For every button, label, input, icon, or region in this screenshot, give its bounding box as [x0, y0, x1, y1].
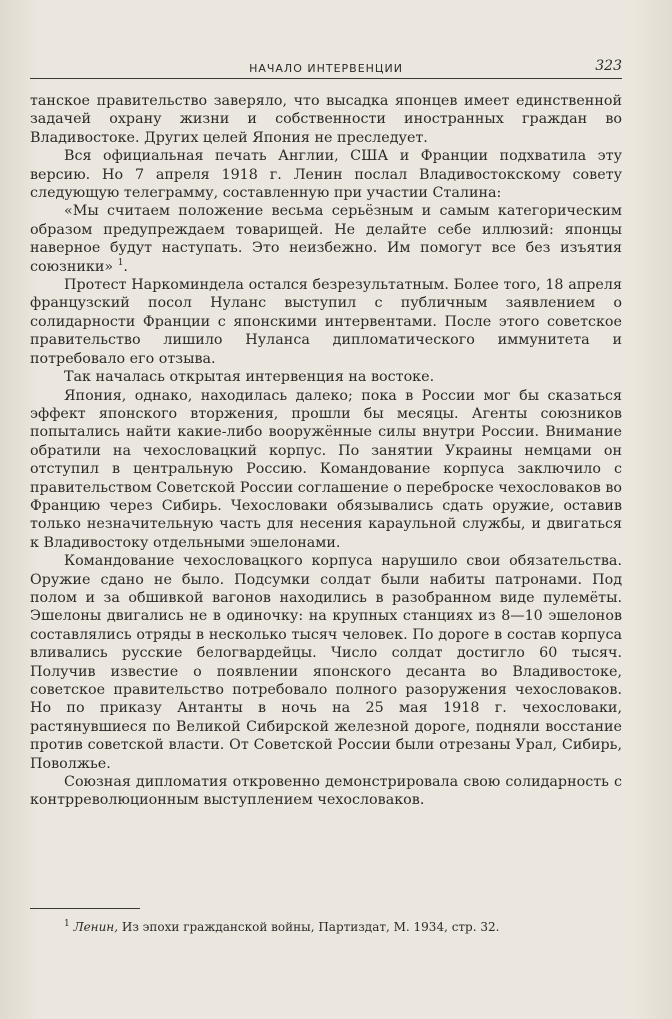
running-head: [30, 58, 622, 80]
paragraph: Союзная дипломатия откровенно демонстрировала свою солидарность с контрреволюционным выступлением чехословаков.: [30, 774, 622, 809]
footnote-source: Из эпохи гражданской войны, Партиздат, М. 1934, стр. 32.: [121, 920, 500, 934]
paragraph: Япония, однако, находилась далеко; пока в России мог бы сказаться эффект японского вторжения, прошли бы месяцы. Агенты союзников попытались найти какие-либо вооружённые силы внутри России. Внимание обратили на чехословацкий корпус. По занятии Украины немцами он отступил в центральную Россию. Командование корпуса заключило с правительством Советской России соглашение о переброске чехословаков во Францию через Сибирь. Чехословаки обязывались сдать оружие, оставив только незначительную часть для несения караульной службы, и двигаться к Владивостоку отдельными эшелонами.: [30, 387, 622, 551]
footnote-author: Ленин,: [73, 920, 119, 934]
page-number: 323: [595, 58, 622, 74]
quote-text: «Мы считаем положение весьма серьёзным и самым категорическим образом предупреждаем товарищей. Не делайте себе иллюзий: японцы наверное будут наступать. Это неизбежно. Им помогут все без изъятия союзники»: [30, 203, 622, 275]
footnote-mark: 1: [64, 919, 70, 929]
paragraph: Протест Наркоминдела остался безрезультатным. Более того, 18 апреля французский посол Нуланс выступил с публичным заявлением о солидарности Франции с японскими интервентами. После этого советское правительство лишило Нуланса дипломатического иммунитета и потребовало его отзыва.: [30, 277, 622, 367]
paragraph-quote: «Мы считаем положение весьма серьёзным и самым категорическим образом предупреждаем товарищей. Не делайте себе иллюзий: японцы наверное будут наступать. Это неизбежно. Им помогут все без изъятия союзники» $^1$.: [30, 203, 622, 275]
header-rule: [30, 78, 622, 79]
footnote: [64, 920, 624, 935]
paragraph: Так началась открытая интервенция на востоке.: [64, 369, 435, 386]
running-title: НАЧАЛО ИНТЕРВЕНЦИИ: [249, 62, 403, 75]
footnote-reference: 1: [117, 257, 124, 268]
paragraph: танское правительство заверяло, что высадка японцев имеет единственной задачей охрану жизни и собственности иностранных граждан во Владивостоке. Других целей Япония не преследует.: [30, 93, 622, 146]
paragraph: Вся официальная печать Англии, США и Франции подхватила эту версию. Но 7 апреля 1918 г. Ленин послал Владивостокскому совету следующую телеграмму, составленную при участии Сталина:: [30, 148, 622, 202]
footnote-rule: [30, 908, 140, 909]
paragraph: Командование чехословацкого корпуса нарушило свои обязательства. Оружие сдано не было. Подсумки солдат были набиты патронами. Под полом и за обшивкой вагонов находились в разобранном виде пулемёты. Эшелоны двигались не в одиночку: на крупных станциях из 8—10 эшелонов составлялись отряды в несколько тысяч человек. По дороге в состав корпуса вливались русские белогвардейцы. Число солдат достигло 60 тысяч. Получив известие о появлении японского десанта во Владивостоке, советское правительство потребовало полного разоружения чехословаков. Но по приказу Антанты в ночь на 25 мая 1918 г. чехословаки, растянувшиеся по Великой Сибирской железной дороге, подняли восстание против советской власти. От Советской России были отрезаны Урал, Сибирь, Поволжье.: [30, 553, 622, 772]
body-text: [30, 92, 622, 810]
